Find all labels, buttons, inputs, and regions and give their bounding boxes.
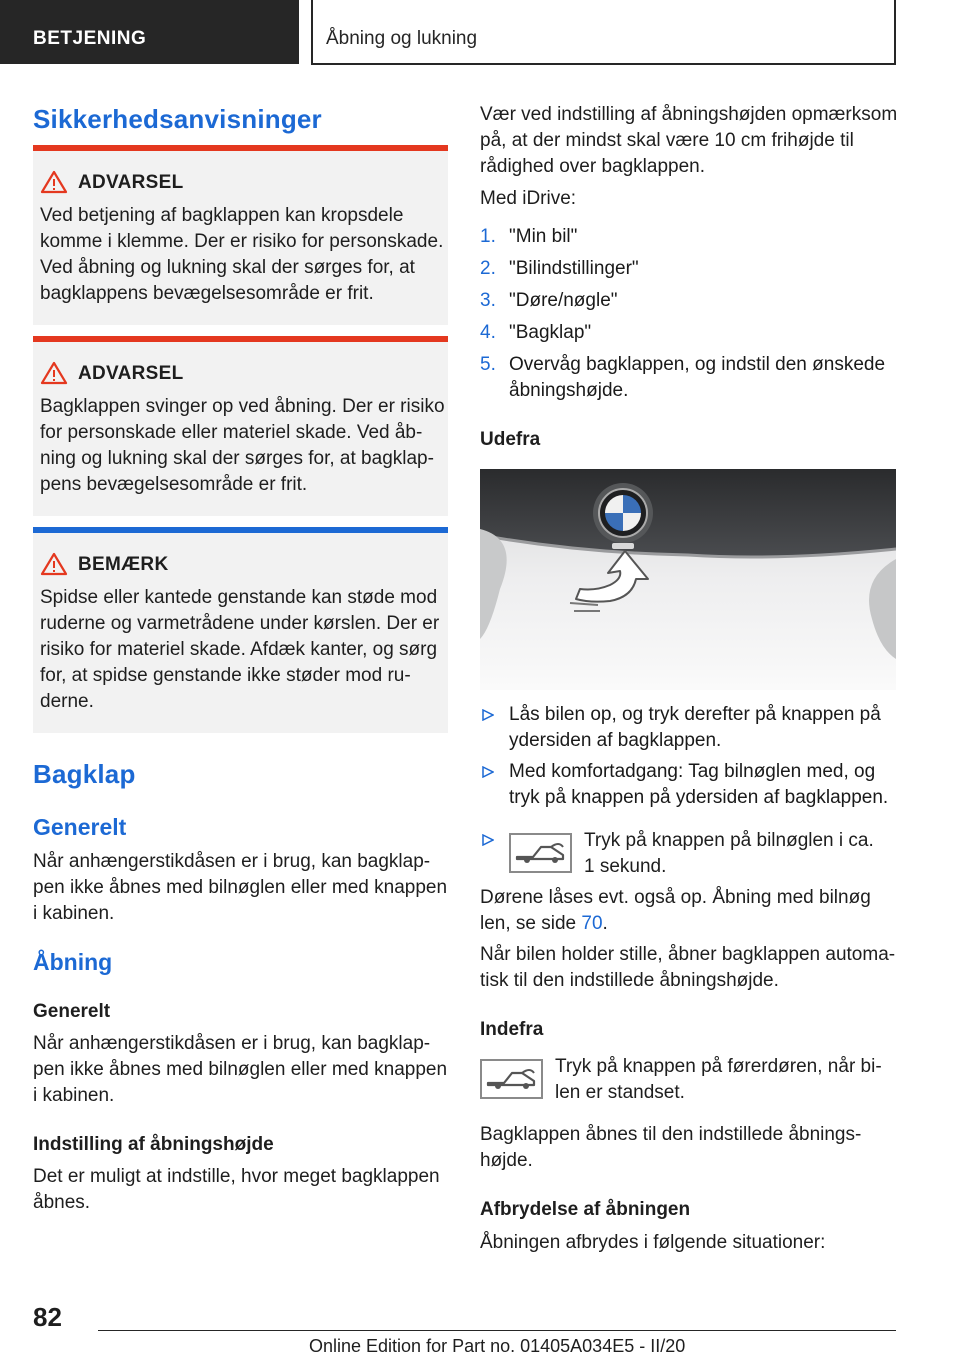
generelt-text: Når anhængerstikdåsen er i brug, kan bagklappen ikke åbnes med bilnøglen eller med knappen i kabinen. — [33, 851, 448, 924]
car-tailgate-icon — [511, 835, 570, 871]
tailgate-button-icon — [509, 833, 572, 873]
step-text: "Døre/nøgle" — [509, 290, 618, 311]
edition-text: Online Edition for Part no. 01405A034E5 - II/20 — [309, 1336, 686, 1356]
step-text: "Min bil" — [509, 226, 578, 247]
warning-text: Ved betjening af bagklappen kan kropsdele komme i klemme. Der er risiko for personskade. Ved åbning og lukning skal der sørges for, at bagklappens bevægelsesområde er frit. — [40, 205, 444, 304]
idrive-label: Med iDrive: — [480, 188, 577, 209]
step-text: Overvåg bagklappen, og indstil den ønskede åbningshøjde. — [509, 354, 886, 401]
abning-heading: Åbning — [33, 949, 113, 975]
notice-bar — [33, 527, 448, 533]
intro-text: Vær ved indstilling af åbningshøjden opmærksom på, at der mindst skal være 10 cm frihøjde til rådighed over bagklappen. — [480, 104, 898, 177]
generelt-heading: Generelt — [33, 814, 127, 840]
step-number: 3. — [480, 290, 496, 311]
doors-text-post: . — [602, 913, 608, 934]
notice-text: Spidse eller kantede genstande kan støde mod ruderne og varmetrådene under kørslen. Der er risiko for materiel skade. Afdæk kanter, og sørg for, at spidse genstande ikke støder mod ruderne. — [40, 587, 440, 712]
warning-bar — [33, 145, 448, 151]
key-press-duration: 1 sekund. — [584, 856, 667, 877]
tailgate-photo — [480, 469, 896, 690]
afbrydelse-text: Åbningen afbrydes i følgende situationer: — [480, 1232, 826, 1253]
step-number: 1. — [480, 226, 496, 247]
header-chapter-label: Åbning og lukning — [326, 28, 478, 49]
bullet-text: Med komfortadgang: Tag bilnøglen med, og tryk på knappen på ydersiden af bagklappen. — [509, 761, 889, 808]
indstilling-text: Det er muligt at indstille, hvor meget bagklappen åbnes. — [33, 1166, 440, 1213]
notice-box — [33, 527, 448, 733]
step-text: "Bagklap" — [509, 322, 592, 343]
bagklap-heading: Bagklap — [33, 759, 136, 789]
indefra-text: Tryk på knappen på førerdøren, når bilen er standset. — [555, 1056, 882, 1103]
doors-text-line-2 — [480, 911, 898, 937]
warning-box-2 — [33, 336, 448, 516]
footer-divider — [98, 1330, 896, 1331]
doors-text-line-1: Dørene låses evt. også op. Åbning med bilnøg — [480, 887, 871, 908]
triangle-bullet-icon — [482, 709, 494, 721]
warning-triangle-icon — [40, 170, 68, 194]
header-chapter-tab — [311, 0, 896, 65]
abning-generelt-heading: Generelt — [33, 1001, 111, 1022]
header-section-tab — [0, 0, 299, 64]
udefra-heading: Udefra — [480, 429, 541, 450]
abning-generelt-text: Når anhængerstikdåsen er i brug, kan bagklappen ikke åbnes med bilnøglen eller med knappen i kabinen. — [33, 1033, 448, 1106]
triangle-bullet-icon — [482, 834, 494, 846]
warning-triangle-icon — [40, 361, 68, 385]
car-tailgate-icon — [482, 1061, 541, 1097]
warning-triangle-icon — [40, 552, 68, 576]
key-press-text: Tryk på knappen på bilnøglen i ca. — [584, 830, 874, 851]
warning-box-1 — [33, 145, 448, 325]
step-text: "Bilindstillinger" — [509, 258, 639, 279]
driver-door-button-icon — [480, 1059, 543, 1099]
safety-heading: Sikkerhedsanvisninger — [33, 104, 322, 134]
step-number: 2. — [480, 258, 496, 279]
warning-label: ADVARSEL — [78, 172, 184, 193]
header-section-label: BETJENING — [33, 28, 147, 49]
notice-label: BEMÆRK — [78, 554, 169, 575]
step-number: 4. — [480, 322, 496, 343]
indstilling-heading: Indstilling af åbningshøjde — [33, 1134, 274, 1155]
warning-label: ADVARSEL — [78, 363, 184, 384]
idrive-steps-list — [480, 224, 896, 409]
indefra-heading: Indefra — [480, 1019, 544, 1040]
bullet-text: Lås bilen op, og tryk derefter på knappen på ydersiden af bagklappen. — [509, 704, 881, 751]
page-reference-link[interactable]: 70 — [581, 913, 603, 934]
stationary-text: Når bilen holder stille, åbner bagklappen automatisk til den indstillede åbningshøjde. — [480, 944, 896, 991]
page-number: 82 — [33, 1302, 62, 1332]
indefra-result-text: Bagklappen åbnes til den indstillede åbningshøjde. — [480, 1124, 862, 1171]
doors-text-pre: len, se side — [480, 913, 582, 934]
step-number: 5. — [480, 354, 496, 375]
warning-bar — [33, 336, 448, 342]
afbrydelse-heading: Afbrydelse af åbningen — [480, 1199, 691, 1220]
warning-text: Bagklappen svinger op ved åbning. Der er risiko for personskade eller materiel skade. Ved åbning og lukning skal der sørges for, at bagklappens bevægelsesområde er frit. — [40, 396, 445, 495]
tailgate-illustration — [480, 469, 896, 690]
triangle-bullet-icon — [482, 766, 494, 778]
